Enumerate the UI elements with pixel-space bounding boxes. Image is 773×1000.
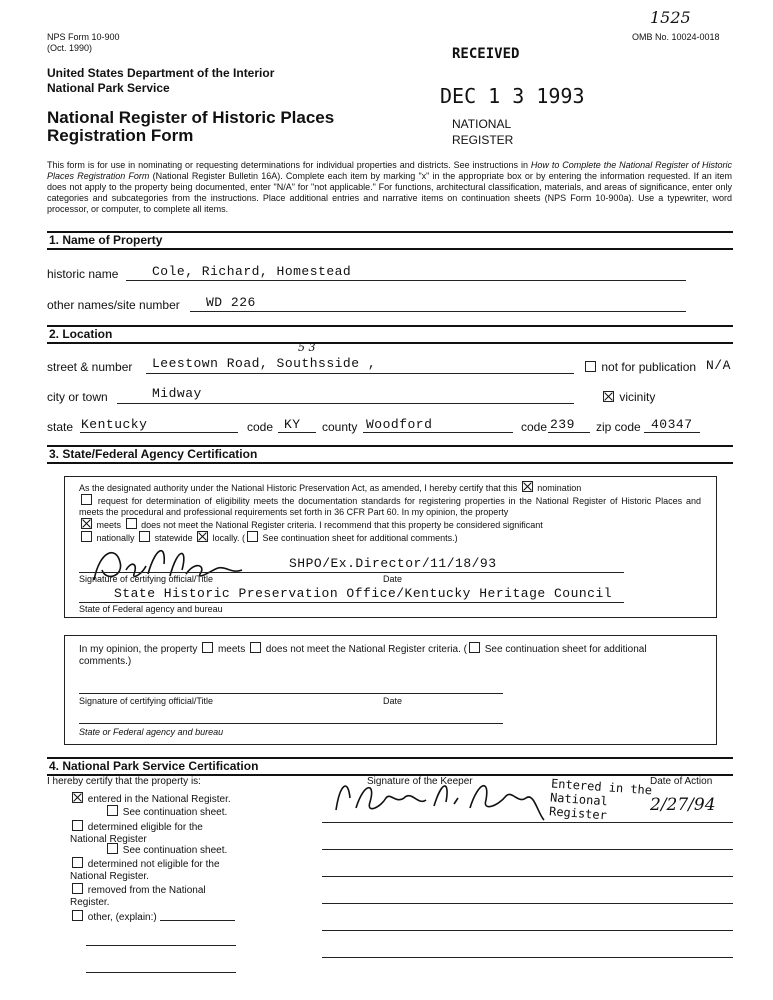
county-value[interactable]: Woodford [366, 417, 433, 432]
option-removed: removed from the National Register. [70, 885, 206, 908]
does-not-meet-checkbox[interactable] [126, 518, 137, 529]
date-label: Date [383, 574, 403, 584]
date-action-label: Date of Action [650, 776, 713, 787]
section3-heading: 3. State/Federal Agency Certification [49, 447, 258, 461]
opinion-continuation-checkbox[interactable] [469, 642, 480, 653]
state-value[interactable]: Kentucky [81, 417, 148, 432]
not-for-publication-value: N/A [706, 358, 731, 373]
omb-number: OMB No. 10024-0018 [632, 32, 720, 42]
stamp-register: REGISTER [452, 133, 514, 147]
department: United States Department of the Interior [47, 66, 275, 80]
agency-label: State of Federal agency and bureau [79, 604, 223, 614]
keeper-label: Signature of the Keeper [367, 776, 473, 787]
stamp-national: NATIONAL [452, 117, 512, 131]
option-removed-checkbox[interactable] [72, 883, 83, 894]
opinion-meets-checkbox[interactable] [202, 642, 213, 653]
signature2-label: Signature of certifying official/Title [79, 696, 214, 706]
option-eligible: determined eligible for the National Register [70, 822, 203, 845]
option-entered-checkbox[interactable] [72, 792, 83, 803]
section2-heading: 2. Location [49, 327, 113, 341]
state-code-label: code [247, 420, 274, 434]
opinion-text: In my opinion, the property meets does not meet the National Register criteria. ( See continuation sheet for additional comments.) [79, 644, 647, 667]
date-action-value: 2/27/94 [650, 795, 716, 815]
nomination-checkbox[interactable] [522, 481, 533, 492]
option-entered-continuation-checkbox[interactable] [107, 805, 118, 816]
certify-intro: I hereby certify that the property is: [47, 776, 201, 787]
city-value[interactable]: Midway [152, 386, 202, 401]
option-entered-continuation: See continuation sheet. [105, 805, 227, 819]
stamp-date: DEC 1 3 1993 [440, 84, 585, 108]
street-label: street & number [47, 360, 133, 374]
date2-label: Date [383, 696, 403, 706]
meets-checkbox[interactable] [81, 518, 92, 529]
option-entered: entered in the National Register. [70, 792, 231, 806]
vicinity: vicinity [601, 390, 655, 404]
state-code-value[interactable]: KY [284, 417, 301, 432]
section1-heading: 1. Name of Property [49, 233, 163, 247]
other-names-label: other names/site number [47, 298, 180, 312]
city-label: city or town [47, 390, 108, 404]
instructions: This form is for use in nominating or requesting determinations for individual properties and districts. See instructions in How to Complete the National Register of Historic Places Registration Form (National Register Bulletin 16A). Complete each item by marking "x" in the appropriate box or by entering the information requested. If an item does not apply to the property being documented, enter "N/A" for "not applicable." For functions, architectural classification, materials, and areas of significance, enter only categories and subcategories from the instructions. Place additional entries and narrative items on continuation sheets (NPS Form 10-900a). Use a typewriter, word processor, or computer, to complete all items. [47, 160, 732, 214]
signer-title-date: SHPO/Ex.Director/11/18/93 [289, 556, 497, 571]
historic-name-value[interactable]: Cole, Richard, Homestead [152, 264, 352, 279]
handwritten-number: 1525 [650, 8, 691, 27]
street-value[interactable]: Leestown Road, Southsside , [152, 356, 377, 371]
stamp-received: RECEIVED [452, 46, 520, 62]
option-not-eligible: determined not eligible for the National Register. [70, 859, 220, 882]
not-for-publication: not for publication [583, 360, 696, 374]
county-label: county [322, 420, 358, 434]
street-annotation: 5 3 [298, 341, 316, 354]
option-eligible-checkbox[interactable] [72, 820, 83, 831]
state-label: state [47, 420, 74, 434]
historic-name-label: historic name [47, 267, 119, 281]
keeper-signature [330, 768, 570, 828]
vicinity-checkbox[interactable] [603, 391, 614, 402]
agency2-label: State or Federal agency and bureau [79, 727, 224, 737]
other-names-value[interactable]: WD 226 [206, 295, 256, 310]
county-code-label: code [521, 420, 548, 434]
county-code-value[interactable]: 239 [550, 417, 575, 432]
form-date: (Oct. 1990) [47, 43, 93, 53]
option-other: other, (explain:) [70, 910, 157, 924]
request-checkbox[interactable] [81, 494, 92, 505]
certification-text: As the designated authority under the National Historic Preservation Act, as amended, I hereby certify that this nomination request for determination of eligibility meets the documentation standards for registering properties in the National Register of Historic Places and meets the procedural and professional requirements set forth in 36 CFR Part 60. In my opinion, the property meets does not meet the National Register criteria. I recommend that this property be considered significant nationally statewide locally. ( See continuation sheet for additional comments.) [79, 483, 701, 543]
option-eligible-continuation: See continuation sheet. [105, 843, 227, 857]
option-other-checkbox[interactable] [72, 910, 83, 921]
signature-label: Signature of certifying official/Title [79, 574, 214, 584]
opinion-does-not-meet-checkbox[interactable] [250, 642, 261, 653]
not-for-publication-checkbox[interactable] [585, 361, 596, 372]
form-title-line2: Registration Form [47, 126, 194, 145]
form-number: NPS Form 10-900 [47, 32, 120, 42]
option-not-eligible-checkbox[interactable] [72, 857, 83, 868]
agency-value: State Historic Preservation Office/Kentucky Heritage Council [114, 586, 613, 601]
section4-heading: 4. National Park Service Certification [49, 759, 259, 773]
zip-label: zip code [596, 420, 641, 434]
service: National Park Service [47, 81, 170, 95]
option-eligible-continuation-checkbox[interactable] [107, 843, 118, 854]
entered-stamp: Entered in the National Register [548, 776, 653, 823]
form-title-line1: National Register of Historic Places [47, 108, 335, 127]
zip-value[interactable]: 40347 [651, 417, 693, 432]
